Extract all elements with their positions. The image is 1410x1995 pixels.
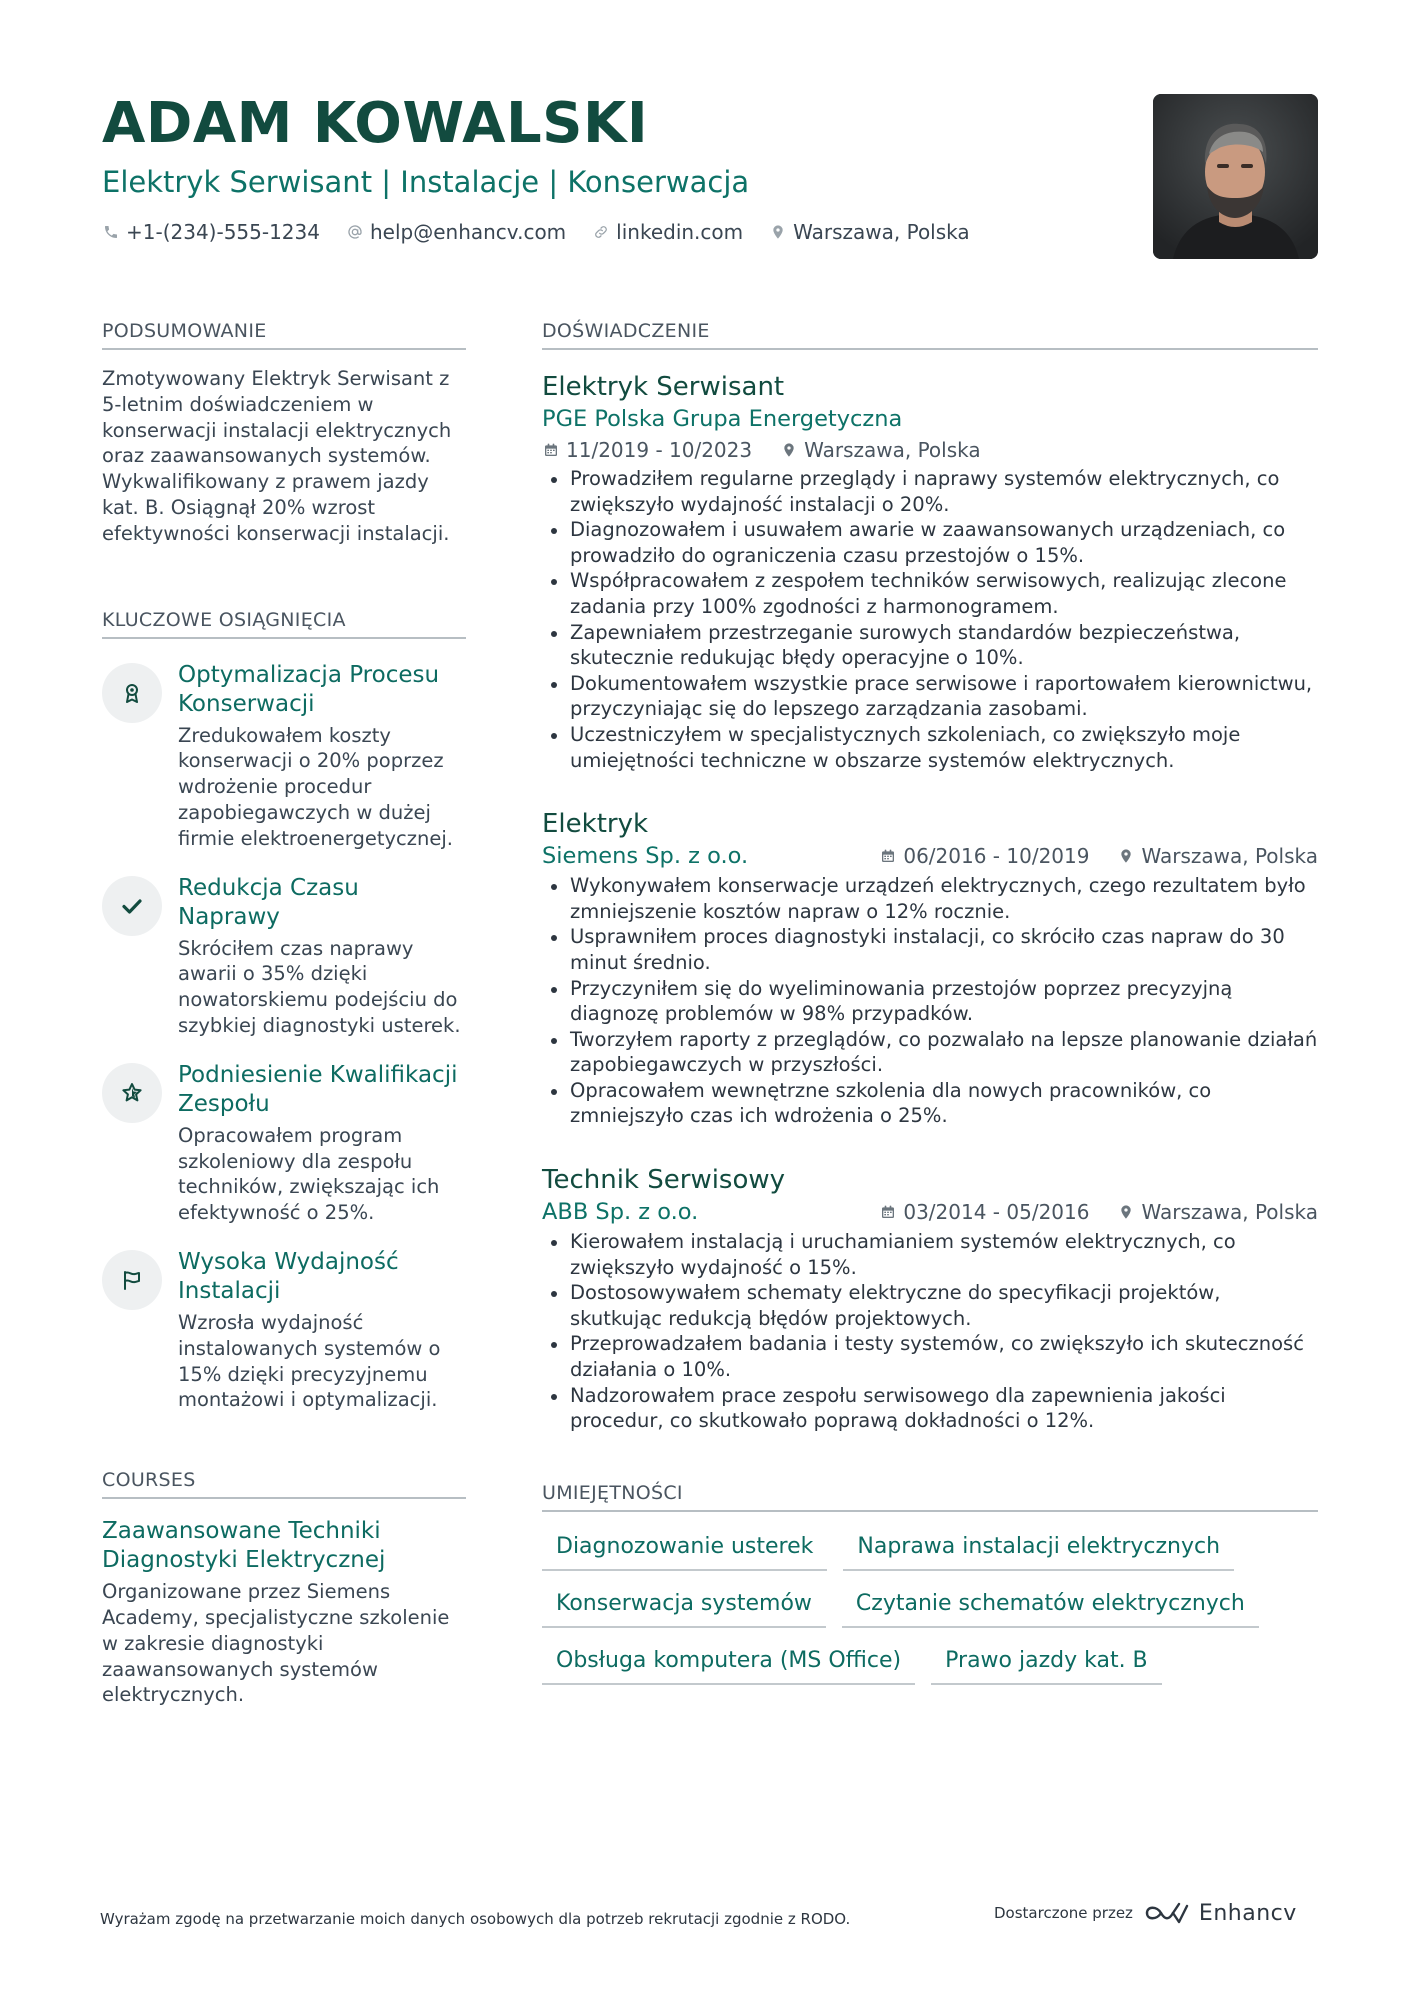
flag-icon bbox=[102, 1250, 162, 1310]
candidate-name: ADAM KOWALSKI bbox=[102, 91, 649, 156]
bullet: Zapewniałem przestrzeganie surowych standardów bezpieczeństwa, skutecznie redukując błędy operacyjne o 10%. bbox=[542, 620, 1318, 671]
link-icon bbox=[592, 223, 610, 241]
achievement-desc: Opracowałem program szkoleniowy dla zespołu techników, zwiększając ich efektywność o 25%. bbox=[178, 1123, 440, 1225]
achievements-section bbox=[102, 609, 466, 1414]
bullet: Kierowałem instalacją i uruchamianiem systemów elektrycznych, co zwiększyło wydajność o 15%. bbox=[542, 1229, 1318, 1280]
job-title: Elektryk Serwisant bbox=[542, 372, 785, 402]
job-dates: 03/2014 - 05/2016 bbox=[903, 1200, 1090, 1225]
job-entry bbox=[542, 1163, 1318, 1434]
location-icon bbox=[1117, 1203, 1135, 1221]
bullet: Prowadziłem regularne przeglądy i naprawy systemów elektrycznych, co zwiększyło wydajność instalacji o 20%. bbox=[542, 466, 1318, 517]
location-icon bbox=[1117, 847, 1135, 865]
powered-by-label: Dostarczone przez bbox=[994, 1904, 1133, 1922]
bullet: Tworzyłem raporty z przeglądów, co pozwalało na lepsze planowanie działań zapobiegawczych w przyszłości. bbox=[542, 1027, 1318, 1078]
skill-tag: Diagnozowanie usterek bbox=[542, 1526, 827, 1571]
achievement-title: Redukcja Czasu Naprawy bbox=[178, 874, 359, 930]
headline: Elektryk Serwisant | Instalacje | Konserwacja bbox=[102, 165, 750, 199]
skills-section bbox=[542, 1482, 1318, 1697]
star-icon bbox=[102, 1063, 162, 1123]
calendar-icon bbox=[879, 847, 897, 865]
powered-by[interactable] bbox=[994, 1900, 1297, 1926]
header bbox=[102, 88, 1152, 244]
bullet: Dostosowywałem schematy elektryczne do specyfikacji projektów, skutkując redukcją błędów projektowych. bbox=[542, 1280, 1318, 1331]
contact-bar bbox=[102, 220, 1152, 244]
contact-location bbox=[769, 220, 970, 244]
course-title: Zaawansowane Techniki Diagnostyki Elektrycznej bbox=[102, 1518, 386, 1574]
job-location: Warszawa, Polska bbox=[804, 438, 981, 462]
bullet: Przeprowadzałem badania i testy systemów, co zwiększyło ich skuteczność działania o 10%. bbox=[542, 1331, 1318, 1382]
achievement-desc: Zredukowałem koszty konserwacji o 20% poprzez wdrożenie procedur zapobiegawczych w dużej firmie elektroenergetycznej. bbox=[178, 723, 453, 850]
job-meta bbox=[542, 436, 1318, 464]
job-title: Elektryk bbox=[542, 809, 649, 840]
skill-list bbox=[542, 1526, 1318, 1697]
bullet: Uczestniczyłem w specjalistycznych szkoleniach, co zwiększyło moje umiejętności techniczne w obszarze systemów elektrycznych. bbox=[542, 722, 1318, 773]
enhancv-logo-icon bbox=[1143, 1900, 1191, 1926]
contact-email[interactable] bbox=[346, 220, 566, 244]
job-entry bbox=[542, 807, 1318, 1129]
right-column bbox=[542, 320, 1318, 1697]
bullet: Nadzorowałem prace zespołu serwisowego dla zapewnienia jakości procedur, co skutkowało poprawą dokładności o 12%. bbox=[542, 1383, 1318, 1434]
contact-text: Warszawa, Polska bbox=[793, 220, 970, 244]
skill-tag: Czytanie schematów elektrycznych bbox=[842, 1583, 1259, 1628]
job-entry bbox=[542, 370, 1318, 773]
contact-linkedin[interactable] bbox=[592, 220, 743, 244]
job-bullets bbox=[542, 1229, 1318, 1434]
calendar-icon bbox=[879, 1203, 897, 1221]
section-title: KLUCZOWE OSIĄGNIĘCIA bbox=[102, 609, 466, 639]
contact-text: help@enhancv.com bbox=[369, 220, 567, 244]
bullet: Dokumentowałem wszystkie prace serwisowe i raportowałem kierownictwu, przyczyniając się do lepszego zarządzania zasobami. bbox=[542, 671, 1318, 722]
job-company: ABB Sp. z o.o. bbox=[542, 1199, 699, 1226]
achievement-desc: Wzrosła wydajność instalowanych systemów o 15% dzięki precyzyjnemu montażowi i optymalizacji. bbox=[178, 1310, 441, 1412]
calendar-icon bbox=[542, 441, 560, 459]
courses-section bbox=[102, 1469, 466, 1708]
location-icon bbox=[769, 223, 787, 241]
experience-section bbox=[542, 320, 1318, 1434]
skill-tag: Obsługa komputera (MS Office) bbox=[542, 1640, 915, 1685]
contact-phone[interactable] bbox=[102, 220, 320, 244]
brand-name: Enhancv bbox=[1198, 1900, 1297, 1926]
contact-text: +1-(234)-555-1234 bbox=[126, 220, 320, 244]
skill-tag: Konserwacja systemów bbox=[542, 1583, 826, 1628]
skill-tag: Prawo jazdy kat. B bbox=[931, 1640, 1162, 1685]
achievement-item bbox=[102, 1248, 466, 1413]
achievement-item bbox=[102, 874, 466, 1039]
job-dates: 11/2019 - 10/2023 bbox=[566, 438, 753, 462]
skill-tag: Naprawa instalacji elektrycznych bbox=[843, 1526, 1234, 1571]
achievement-item bbox=[102, 1061, 466, 1226]
bullet: Przyczyniłem się do wyeliminowania przestojów poprzez precyzyjną diagnozę problemów w 98% przypadków. bbox=[542, 976, 1318, 1027]
job-bullets bbox=[542, 466, 1318, 773]
bullet: Wykonywałem konserwacje urządzeń elektrycznych, czego rezultatem było zmniejszenie kosztów napraw o 12% rocznie. bbox=[542, 873, 1318, 924]
achievement-title: Podniesienie Kwalifikacji Zespołu bbox=[178, 1061, 458, 1117]
award-icon bbox=[102, 663, 162, 723]
bullet: Współpracowałem z zespołem techników serwisowych, realizując zlecone zadania przy 100% zgodności z harmonogramem. bbox=[542, 568, 1318, 619]
achievement-desc: Skróciłem czas naprawy awarii o 35% dzięki nowatorskiemu podejściu do szybkiej diagnostyki usterek. bbox=[178, 936, 461, 1037]
bullet: Opracowałem wewnętrzne szkolenia dla nowych pracowników, co zmniejszyło czas ich wdrożenia o 25%. bbox=[542, 1078, 1318, 1129]
course-desc: Organizowane przez Siemens Academy, specjalistyczne szkolenie w zakresie diagnostyki zaawansowanych systemów elektrycznych. bbox=[102, 1580, 450, 1707]
job-company: Siemens Sp. z o.o. bbox=[542, 843, 749, 870]
job-bullets bbox=[542, 873, 1318, 1129]
profile-photo bbox=[1153, 94, 1318, 259]
phone-icon bbox=[102, 223, 120, 241]
consent-note: Wyrażam zgodę na przetwarzanie moich danych osobowych dla potrzeb rekrutacji zgodnie z RODO. bbox=[100, 1910, 851, 1928]
contact-text: linkedin.com bbox=[616, 220, 744, 244]
at-icon bbox=[346, 223, 364, 241]
job-meta bbox=[879, 842, 1318, 870]
achievement-item bbox=[102, 661, 466, 852]
bullet: Diagnozowałem i usuwałem awarie w zaawansowanych urządzeniach, co prowadziło do ograniczenia czasu przestojów o 15%. bbox=[542, 517, 1318, 568]
bullet: Usprawniłem proces diagnostyki instalacji, co skróciło czas napraw do 30 minut średnio. bbox=[542, 924, 1318, 975]
achievement-title: Wysoka Wydajność Instalacji bbox=[178, 1248, 399, 1304]
check-icon bbox=[102, 876, 162, 936]
section-title: DOŚWIADCZENIE bbox=[542, 320, 1318, 350]
job-company: PGE Polska Grupa Energetyczna bbox=[542, 406, 903, 432]
location-icon bbox=[780, 441, 798, 459]
achievement-title: Optymalizacja Procesu Konserwacji bbox=[178, 661, 440, 717]
job-location: Warszawa, Polska bbox=[1141, 1200, 1318, 1225]
job-dates: 06/2016 - 10/2019 bbox=[903, 844, 1090, 869]
section-title: UMIEJĘTNOŚCI bbox=[542, 1482, 1318, 1512]
job-meta bbox=[879, 1198, 1318, 1226]
job-location: Warszawa, Polska bbox=[1141, 844, 1318, 869]
summary-text: Zmotywowany Elektryk Serwisant z 5-letnim doświadczeniem w konserwacji instalacji elektrycznych oraz zaawansowanych systemów. Wykwalifikowany z prawem jazdy kat. B. Osiągnął 20% wzrost efektywności konserwacji instalacji. bbox=[102, 367, 452, 545]
job-title: Technik Serwisowy bbox=[542, 1165, 786, 1196]
left-column bbox=[102, 320, 466, 1708]
summary-section bbox=[102, 320, 466, 547]
brand-logo[interactable] bbox=[1143, 1900, 1297, 1926]
section-title: PODSUMOWANIE bbox=[102, 320, 466, 350]
section-title: COURSES bbox=[102, 1469, 466, 1499]
